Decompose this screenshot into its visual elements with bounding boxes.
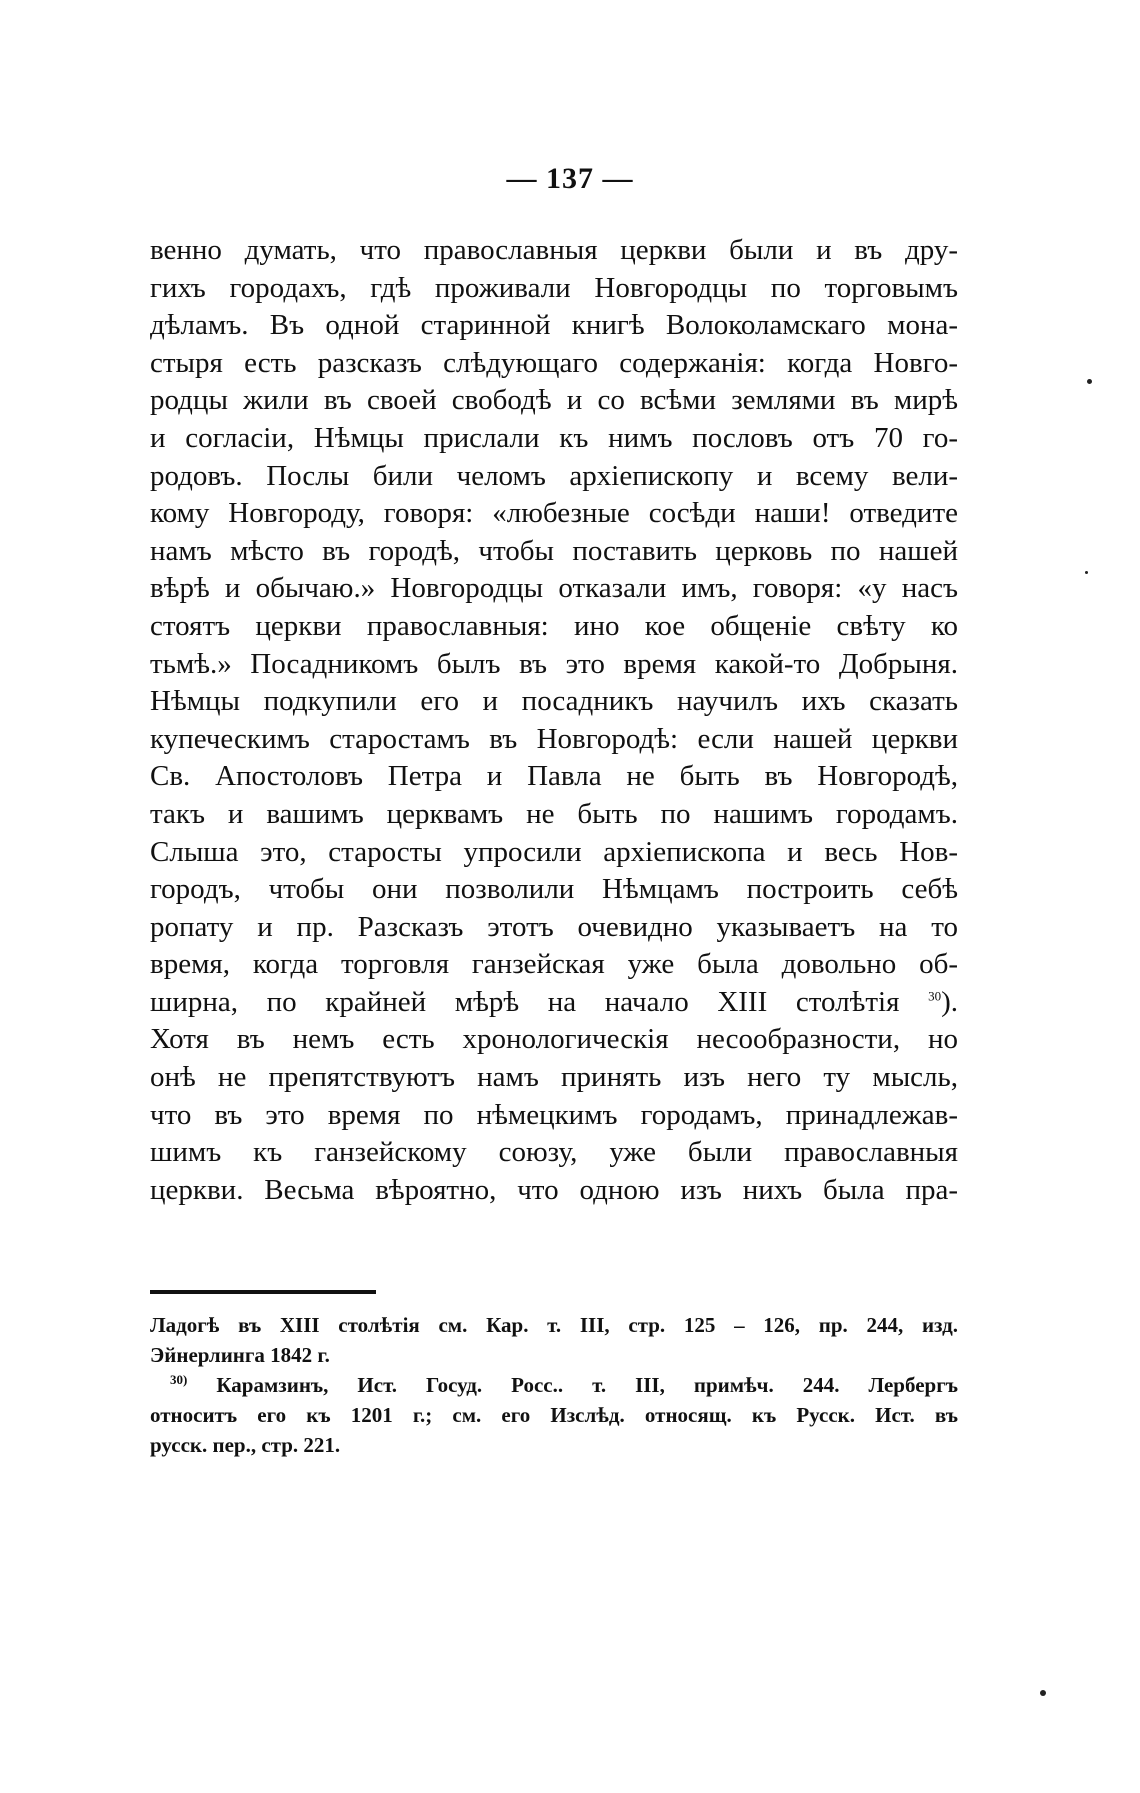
main-text <box>150 232 958 1209</box>
footnote-line: русск. пер., стр. 221. <box>150 1433 341 1457</box>
footnotes <box>150 1310 958 1460</box>
text-line: и согласіи, Нѣмцы прислали къ нимъ пословъ отъ 70 го- <box>150 421 958 454</box>
text-line: Хотя въ немъ есть хронологическія несообразности, но <box>150 1023 958 1056</box>
page-number: — 137 — <box>506 162 634 195</box>
text-line: время, когда торговля ганзейская уже была довольно об- <box>150 948 958 981</box>
text-line: онѣ не препятствуютъ намъ принять изъ него ту мысль, <box>150 1061 958 1094</box>
text-line: шимъ къ ганзейскому союзу, уже были православныя <box>150 1136 958 1169</box>
text-line: намъ мѣсто въ городѣ, чтобы поставить церковь по нашей <box>150 534 958 567</box>
text-line: купеческимъ старостамъ въ Новгородѣ: если нашей церкви <box>150 722 958 755</box>
text-line: Слыша это, старосты упросили архіепископа и весь Нов- <box>150 835 958 868</box>
text-line: кому Новгороду, говоря: «любезные сосѣди наши! отведите <box>150 497 958 530</box>
text-line: вѣрѣ и обычаю.» Новгородцы отказали имъ, говоря: «у насъ <box>150 572 958 605</box>
print-speck <box>1087 379 1092 384</box>
text-line: стоятъ церкви православныя: ино кое общеніе свѣту ко <box>150 609 958 642</box>
footnote-continued-line: Эйнерлинга 1842 г. <box>150 1343 330 1367</box>
text-line: дѣламъ. Въ одной старинной книгѣ Волоколамскаго мона- <box>150 309 958 342</box>
text-line: такъ и вашимъ церквамъ не быть по нашимъ городамъ. <box>150 797 958 830</box>
text-line: городъ, чтобы они позволили Нѣмцамъ построить себѣ <box>150 873 958 906</box>
footnote-reference-close: ). <box>941 985 958 1018</box>
footnote-reference[interactable]: 30 <box>928 988 942 1004</box>
footnote-marker: 30) <box>170 1372 188 1387</box>
text-segment: ширна, по крайней мѣрѣ на начало XIII столѣтія <box>150 985 900 1018</box>
footnote-continued-line: Ладогѣ въ XIII столѣтія см. Кар. т. III, стр. 125 – 126, пр. 244, изд. <box>150 1313 958 1337</box>
text-line: церкви. Весьма вѣроятно, что одною изъ нихъ была пра- <box>150 1173 958 1206</box>
footnote-30 <box>150 1370 958 1400</box>
footnote-text: Карамзинъ, Ист. Госуд. Росс.. т. III, примѣч. 244. Лербергъ <box>216 1373 958 1397</box>
print-speck <box>1040 1690 1046 1696</box>
text-line: родцы жили въ своей свободѣ и со всѣми землями въ мирѣ <box>150 384 958 417</box>
text-line: стыря есть разсказъ слѣдующаго содержанія: когда Новго- <box>150 346 958 379</box>
text-line: родовъ. Послы били челомъ архіепископу и всему вели- <box>150 459 958 492</box>
text-line: Св. Апостоловъ Петра и Павла не быть въ Новгородѣ, <box>150 760 958 793</box>
footnote-separator <box>150 1290 376 1294</box>
text-line: Нѣмцы подкупили его и посадникъ научилъ ихъ сказать <box>150 685 958 718</box>
text-line-with-footnote-ref <box>150 984 958 1022</box>
footnote-line: относитъ его къ 1201 г.; см. его Изслѣд. относящ. къ Русск. Ист. въ <box>150 1403 958 1427</box>
print-speck <box>1085 571 1088 574</box>
text-line: тьмѣ.» Посадникомъ былъ въ это время какой-то Добрыня. <box>150 647 958 680</box>
text-line: ропату и пр. Разсказъ этотъ очевидно указываетъ на то <box>150 910 958 943</box>
text-line: что въ это время по нѣмецкимъ городамъ, принадлежав- <box>150 1098 958 1131</box>
text-line: венно думать, что православныя церкви были и въ дру- <box>150 234 958 266</box>
text-line: гихъ городахъ, гдѣ проживали Новгородцы по торговымъ <box>150 271 958 304</box>
